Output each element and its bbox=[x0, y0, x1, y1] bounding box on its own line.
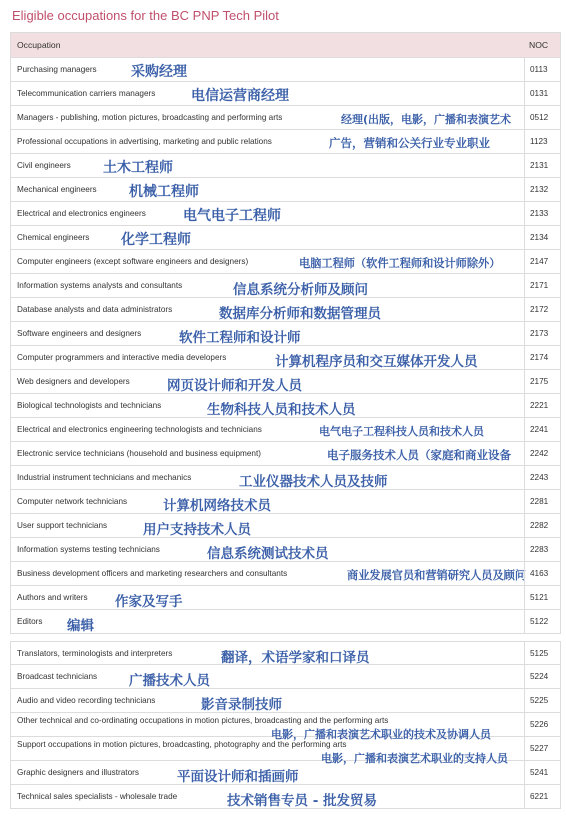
occupation-cell: Authors and writers bbox=[17, 593, 88, 602]
noc-cell: 2131 bbox=[524, 154, 560, 177]
noc-cell: 0512 bbox=[524, 106, 560, 129]
page-title: Eligible occupations for the BC PNP Tech Pilot bbox=[12, 8, 279, 23]
table-row bbox=[10, 785, 561, 809]
table-row bbox=[10, 82, 561, 106]
noc-cell: 5225 bbox=[524, 689, 560, 712]
occupation-chinese-label: 用户支持技术人员 bbox=[143, 521, 251, 538]
table-body bbox=[10, 58, 561, 634]
occupation-chinese-label: 电子服务技术人员（家庭和商业设备 bbox=[327, 447, 511, 462]
table-row bbox=[10, 226, 561, 250]
table-row bbox=[10, 610, 561, 634]
noc-cell: 5125 bbox=[524, 642, 560, 664]
table-header bbox=[10, 32, 561, 58]
occupation-cell: Information systems analysts and consultants bbox=[17, 281, 183, 290]
occupation-cell: Information systems testing technicians bbox=[17, 545, 160, 554]
occupation-cell: Electrical and electronics engineering technologists and technicians bbox=[17, 425, 262, 434]
noc-cell: 2241 bbox=[524, 418, 560, 441]
noc-cell: 5121 bbox=[524, 586, 560, 609]
table-row bbox=[10, 538, 561, 562]
noc-cell: 2132 bbox=[524, 178, 560, 201]
occupation-chinese-label: 广播技术人员 bbox=[129, 672, 210, 689]
occupation-chinese-label: 平面设计师和插画师 bbox=[177, 768, 299, 785]
header-noc: NOC bbox=[529, 40, 549, 50]
occupation-chinese-label: 机械工程师 bbox=[129, 184, 199, 201]
table-row bbox=[10, 106, 561, 130]
noc-cell: 2282 bbox=[524, 514, 560, 537]
table-row bbox=[10, 154, 561, 178]
table-row bbox=[10, 418, 561, 442]
occupation-chinese-label: 编辑 bbox=[67, 617, 94, 634]
occupation-cell: Web designers and developers bbox=[17, 377, 130, 386]
occupation-cell: Editors bbox=[17, 617, 43, 626]
table-row bbox=[10, 562, 561, 586]
occupation-chinese-label: 商业发展官员和营销研究人员及顾问 bbox=[347, 569, 527, 582]
occupation-cell: Computer engineers (except software engineers and designers) bbox=[17, 257, 249, 266]
noc-cell: 1123 bbox=[524, 130, 560, 153]
noc-cell: 2172 bbox=[524, 298, 560, 321]
occupations-table-continued bbox=[10, 641, 561, 809]
table-row bbox=[10, 689, 561, 713]
occupation-cell: Software engineers and designers bbox=[17, 329, 142, 338]
occupation-cell: Graphic designers and illustrators bbox=[17, 768, 139, 777]
table-row bbox=[10, 58, 561, 82]
occupation-cell: Translators, terminologists and interpreters bbox=[17, 648, 173, 658]
occupation-chinese-label: 技术销售专员 - 批发贸易 bbox=[227, 792, 378, 809]
occupation-cell: Audio and video recording technicians bbox=[17, 696, 156, 705]
table-row bbox=[10, 442, 561, 466]
noc-cell: 2242 bbox=[524, 442, 560, 465]
table-row bbox=[10, 274, 561, 298]
occupation-chinese-label: 作家及写手 bbox=[115, 593, 183, 610]
table-row bbox=[10, 202, 561, 226]
occupation-chinese-label: 工业仪器技术人员及技师 bbox=[239, 473, 388, 490]
noc-cell: 5226 bbox=[524, 713, 560, 736]
noc-cell: 6221 bbox=[524, 785, 560, 808]
occupation-cell: Electrical and electronics engineers bbox=[17, 209, 146, 218]
occupation-cell: Other technical and co-ordinating occupations in motion pictures, broadcasting and the performing arts bbox=[17, 716, 389, 725]
table-body-continued bbox=[10, 641, 561, 809]
occupation-cell: Industrial instrument technicians and mechanics bbox=[17, 473, 192, 482]
occupation-cell: User support technicians bbox=[17, 521, 108, 530]
occupation-cell: Civil engineers bbox=[17, 161, 71, 170]
occupation-cell: Computer programmers and interactive media developers bbox=[17, 353, 227, 362]
occupation-cell: Purchasing managers bbox=[17, 65, 97, 74]
occupation-chinese-label: 电脑工程师（软件工程师和设计师除外） bbox=[299, 257, 501, 270]
occupation-chinese-label: 影音录制技师 bbox=[201, 696, 282, 713]
occupation-chinese-label: 生物科技人员和技术人员 bbox=[207, 401, 356, 418]
occupation-cell: Managers - publishing, motion pictures, broadcasting and performing arts bbox=[17, 113, 283, 122]
table-row bbox=[10, 665, 561, 689]
noc-cell: 0131 bbox=[524, 82, 560, 105]
occupation-cell: Database analysts and data administrators bbox=[17, 305, 173, 314]
occupation-chinese-label: 网页设计师和开发人员 bbox=[167, 377, 302, 394]
noc-cell: 0113 bbox=[524, 58, 560, 81]
occupation-chinese-label: 计算机程序员和交互媒体开发人员 bbox=[275, 353, 478, 370]
occupation-cell: Biological technologists and technicians bbox=[17, 401, 162, 410]
occupation-chinese-label: 电气电子工程科技人员和技术人员 bbox=[319, 425, 484, 439]
noc-cell: 2243 bbox=[524, 466, 560, 489]
table-row bbox=[10, 514, 561, 538]
table-row bbox=[10, 761, 561, 785]
table-row bbox=[10, 130, 561, 154]
occupation-cell: Telecommunication carriers managers bbox=[17, 89, 156, 98]
occupation-chinese-label: 翻译，术语学家和口译员 bbox=[221, 649, 370, 666]
occupation-chinese-label: 数据库分析师和数据管理员 bbox=[219, 305, 381, 322]
occupation-chinese-label: 土木工程师 bbox=[103, 160, 173, 177]
occupation-chinese-label: 经理(出版，电影，广播和表演艺术 bbox=[341, 113, 512, 127]
noc-cell: 2133 bbox=[524, 202, 560, 225]
noc-cell: 5241 bbox=[524, 761, 560, 784]
occupation-cell: Broadcast technicians bbox=[17, 672, 98, 681]
occupations-table bbox=[10, 32, 561, 634]
table-row bbox=[10, 346, 561, 370]
table-row bbox=[10, 298, 561, 322]
occupation-chinese-label: 信息系统分析师及顾问 bbox=[233, 281, 368, 298]
noc-cell: 2174 bbox=[524, 346, 560, 369]
occupation-chinese-label: 软件工程师和设计师 bbox=[179, 329, 301, 346]
noc-cell: 2281 bbox=[524, 490, 560, 513]
occupation-chinese-label: 电影，广播和表演艺术职业的支持人员 bbox=[321, 752, 508, 765]
occupation-cell: Mechanical engineers bbox=[17, 185, 97, 194]
occupation-chinese-label: 电信运营商经理 bbox=[191, 88, 289, 105]
noc-cell: 4163 bbox=[524, 562, 560, 585]
occupation-cell: Professional occupations in advertising, marketing and public relations bbox=[17, 137, 272, 146]
noc-cell: 2283 bbox=[524, 538, 560, 561]
noc-cell: 5224 bbox=[524, 665, 560, 688]
header-occupation: Occupation bbox=[17, 40, 61, 50]
table-row bbox=[10, 394, 561, 418]
table-row bbox=[10, 641, 561, 665]
occupation-cell: Business development officers and marketing researchers and consultants bbox=[17, 569, 288, 578]
occupation-chinese-label: 计算机网络技术员 bbox=[163, 497, 271, 514]
occupation-cell: Support occupations in motion pictures, broadcasting, photography and the performing arts bbox=[17, 740, 347, 749]
occupation-cell: Computer network technicians bbox=[17, 497, 128, 506]
noc-cell: 2173 bbox=[524, 322, 560, 345]
occupation-cell: Technical sales specialists - wholesale trade bbox=[17, 792, 178, 801]
occupation-chinese-label: 采购经理 bbox=[131, 64, 187, 81]
noc-cell: 5227 bbox=[524, 737, 560, 760]
occupation-cell: Electronic service technicians (household and business equipment) bbox=[17, 449, 261, 458]
noc-cell: 2147 bbox=[524, 250, 560, 273]
table-row bbox=[10, 370, 561, 394]
noc-cell: 2171 bbox=[524, 274, 560, 297]
table-row bbox=[10, 586, 561, 610]
noc-cell: 5122 bbox=[524, 610, 560, 633]
table-row bbox=[10, 737, 561, 765]
table-row bbox=[10, 490, 561, 514]
noc-cell: 2221 bbox=[524, 394, 560, 417]
noc-cell: 2134 bbox=[524, 226, 560, 249]
table-row bbox=[10, 178, 561, 202]
occupation-chinese-label: 化学工程师 bbox=[121, 232, 191, 249]
occupation-chinese-label: 电气电子工程师 bbox=[183, 208, 281, 225]
noc-cell: 2175 bbox=[524, 370, 560, 393]
table-row bbox=[10, 250, 561, 274]
table-row bbox=[10, 713, 561, 741]
occupation-chinese-label: 信息系统测试技术员 bbox=[207, 545, 329, 562]
occupation-cell: Chemical engineers bbox=[17, 233, 90, 242]
table-row bbox=[10, 466, 561, 490]
occupation-chinese-label: 电影，广播和表演艺术职业的技术及协调人员 bbox=[271, 728, 491, 741]
table-row bbox=[10, 322, 561, 346]
occupation-chinese-label: 广告，营销和公关行业专业职业 bbox=[329, 135, 490, 150]
